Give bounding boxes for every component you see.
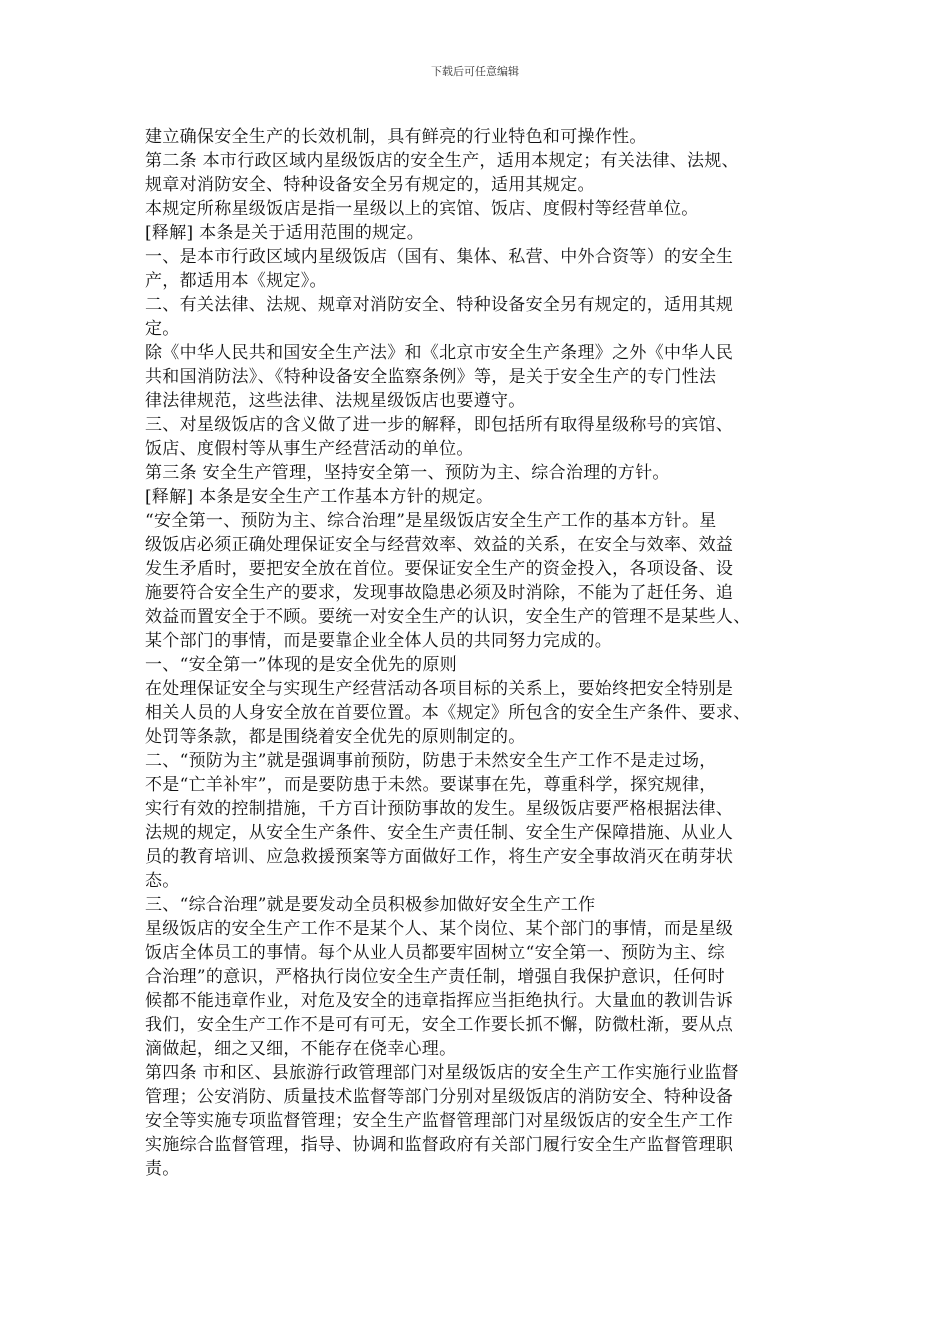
text-line: 第二条 本市行政区域内星级饭店的安全生产，适用本规定；有关法律、法规、 [145,151,739,171]
text-line: 三、“综合治理”就是要发动全员积极参加做好安全生产工作 [145,895,596,915]
text-line: 实行有效的控制措施，千方百计预防事故的发生。星级饭店要严格根据法律、 [145,799,734,819]
text-line: 饭店全体员工的事情。每个从业人员都要牢固树立“安全第一、预防为主、综 [145,943,725,963]
text-line: 一、是本市行政区域内星级饭店（国有、集体、私营、中外合资等）的安全生 [145,247,734,267]
text-line: “安全第一、预防为主、综合治理”是星级饭店安全生产工作的基本方针。星 [145,511,717,531]
text-line: 第三条 安全生产管理，坚持安全第一、预防为主、综合治理的方针。 [145,463,670,483]
text-line: 一、“安全第一”体现的是安全优先的原则 [145,655,458,675]
text-line: 合治理”的意识，严格执行岗位安全生产责任制，增强自我保护意识，任何时 [145,967,725,987]
text-line: 在处理保证安全与实现生产经营活动各项目标的关系上，要始终把安全特别是 [145,679,734,699]
page-header: 下载后可任意编辑 [431,65,519,78]
text-line: 态。 [145,871,180,891]
text-line: 滴做起，细之又细，不能存在侥幸心理。 [145,1039,457,1059]
text-line: 相关人员的人身安全放在首要位置。本《规定》所包含的安全生产条件、要求、 [145,703,751,723]
text-line: 律法律规范，这些法律、法规星级饭店也要遵守。 [145,391,526,411]
document-body [145,125,825,1181]
text-line: 候都不能违章作业，对危及安全的违章指挥应当拒绝执行。大量血的教训告诉 [145,991,734,1011]
text-line: 本规定所称星级饭店是指一星级以上的宾馆、饭店、度假村等经营单位。 [145,199,699,219]
text-line: 效益而置安全于不顾。要统一对安全生产的认识，安全生产的管理不是某些人、 [145,607,751,627]
text-line: [释解] 本条是安全生产工作基本方针的规定。 [145,487,494,507]
text-line: 产，都适用本《规定》。 [145,271,327,291]
text-line: 星级饭店的安全生产工作不是某个人、某个岗位、某个部门的事情，而是星级 [145,919,734,939]
text-line: 安全等实施专项监督管理；安全生产监督管理部门对星级饭店的安全生产工作 [145,1111,734,1131]
text-line: 定。 [145,319,180,339]
text-line: 发生矛盾时，要把安全放在首位。要保证安全生产的资金投入，各项设备、设 [145,559,734,579]
text-line: 规章对消防安全、特种设备安全另有规定的，适用其规定。 [145,175,595,195]
text-line: 不是“亡羊补牢”，而是要防患于未然。要谋事在先，尊重科学，探究规律， [145,775,717,795]
text-line: 法规的规定，从安全生产条件、安全生产责任制、安全生产保障措施、从业人 [145,823,734,843]
text-line: 二、“预防为主”就是强调事前预防，防患于未然安全生产工作不是走过场， [145,751,717,771]
text-line: 处罚等条款，都是围绕着安全优先的原则制定的。 [145,727,526,747]
text-line: 实施综合监督管理，指导、协调和监督政府有关部门履行安全生产监督管理职 [145,1135,734,1155]
text-line: 管理；公安消防、质量技术监督等部门分别对星级饭店的消防安全、特种设备 [145,1087,734,1107]
text-line: 建立确保安全生产的长效机制，具有鲜亮的行业特色和可操作性。 [145,127,647,147]
text-line: 级饭店必须正确处理保证安全与经营效率、效益的关系，在安全与效率、效益 [145,535,734,555]
text-line: 施要符合安全生产的要求，发现事故隐患必须及时消除，不能为了赶任务、追 [145,583,734,603]
text-line: 共和国消防法》、《特种设备安全监察条例》等，是关于安全生产的专门性法 [145,367,717,387]
text-line: 三、对星级饭店的含义做了进一步的解释，即包括所有取得星级称号的宾馆、 [145,415,734,435]
text-line: 责。 [145,1159,180,1179]
text-line: 某个部门的事情，而是要靠企业全体人员的共同努力完成的。 [145,631,613,651]
text-line: 除《中华人民共和国安全生产法》和《北京市安全生产条理》之外《中华人民 [145,343,734,363]
text-line: 我们，安全生产工作不是可有可无，安全工作要长抓不懈，防微杜渐，要从点 [145,1015,734,1035]
text-line: 饭店、度假村等从事生产经营活动的单位。 [145,439,474,459]
text-line: [释解] 本条是关于适用范围的规定。 [145,223,425,243]
text-line: 二、有关法律、法规、规章对消防安全、特种设备安全另有规定的，适用其规 [145,295,734,315]
text-line: 第四条 市和区、县旅游行政管理部门对星级饭店的安全生产工作实施行业监督 [145,1063,739,1083]
text-line: 员的教育培训、应急救援预案等方面做好工作，将生产安全事故消灭在萌芽状 [145,847,734,867]
